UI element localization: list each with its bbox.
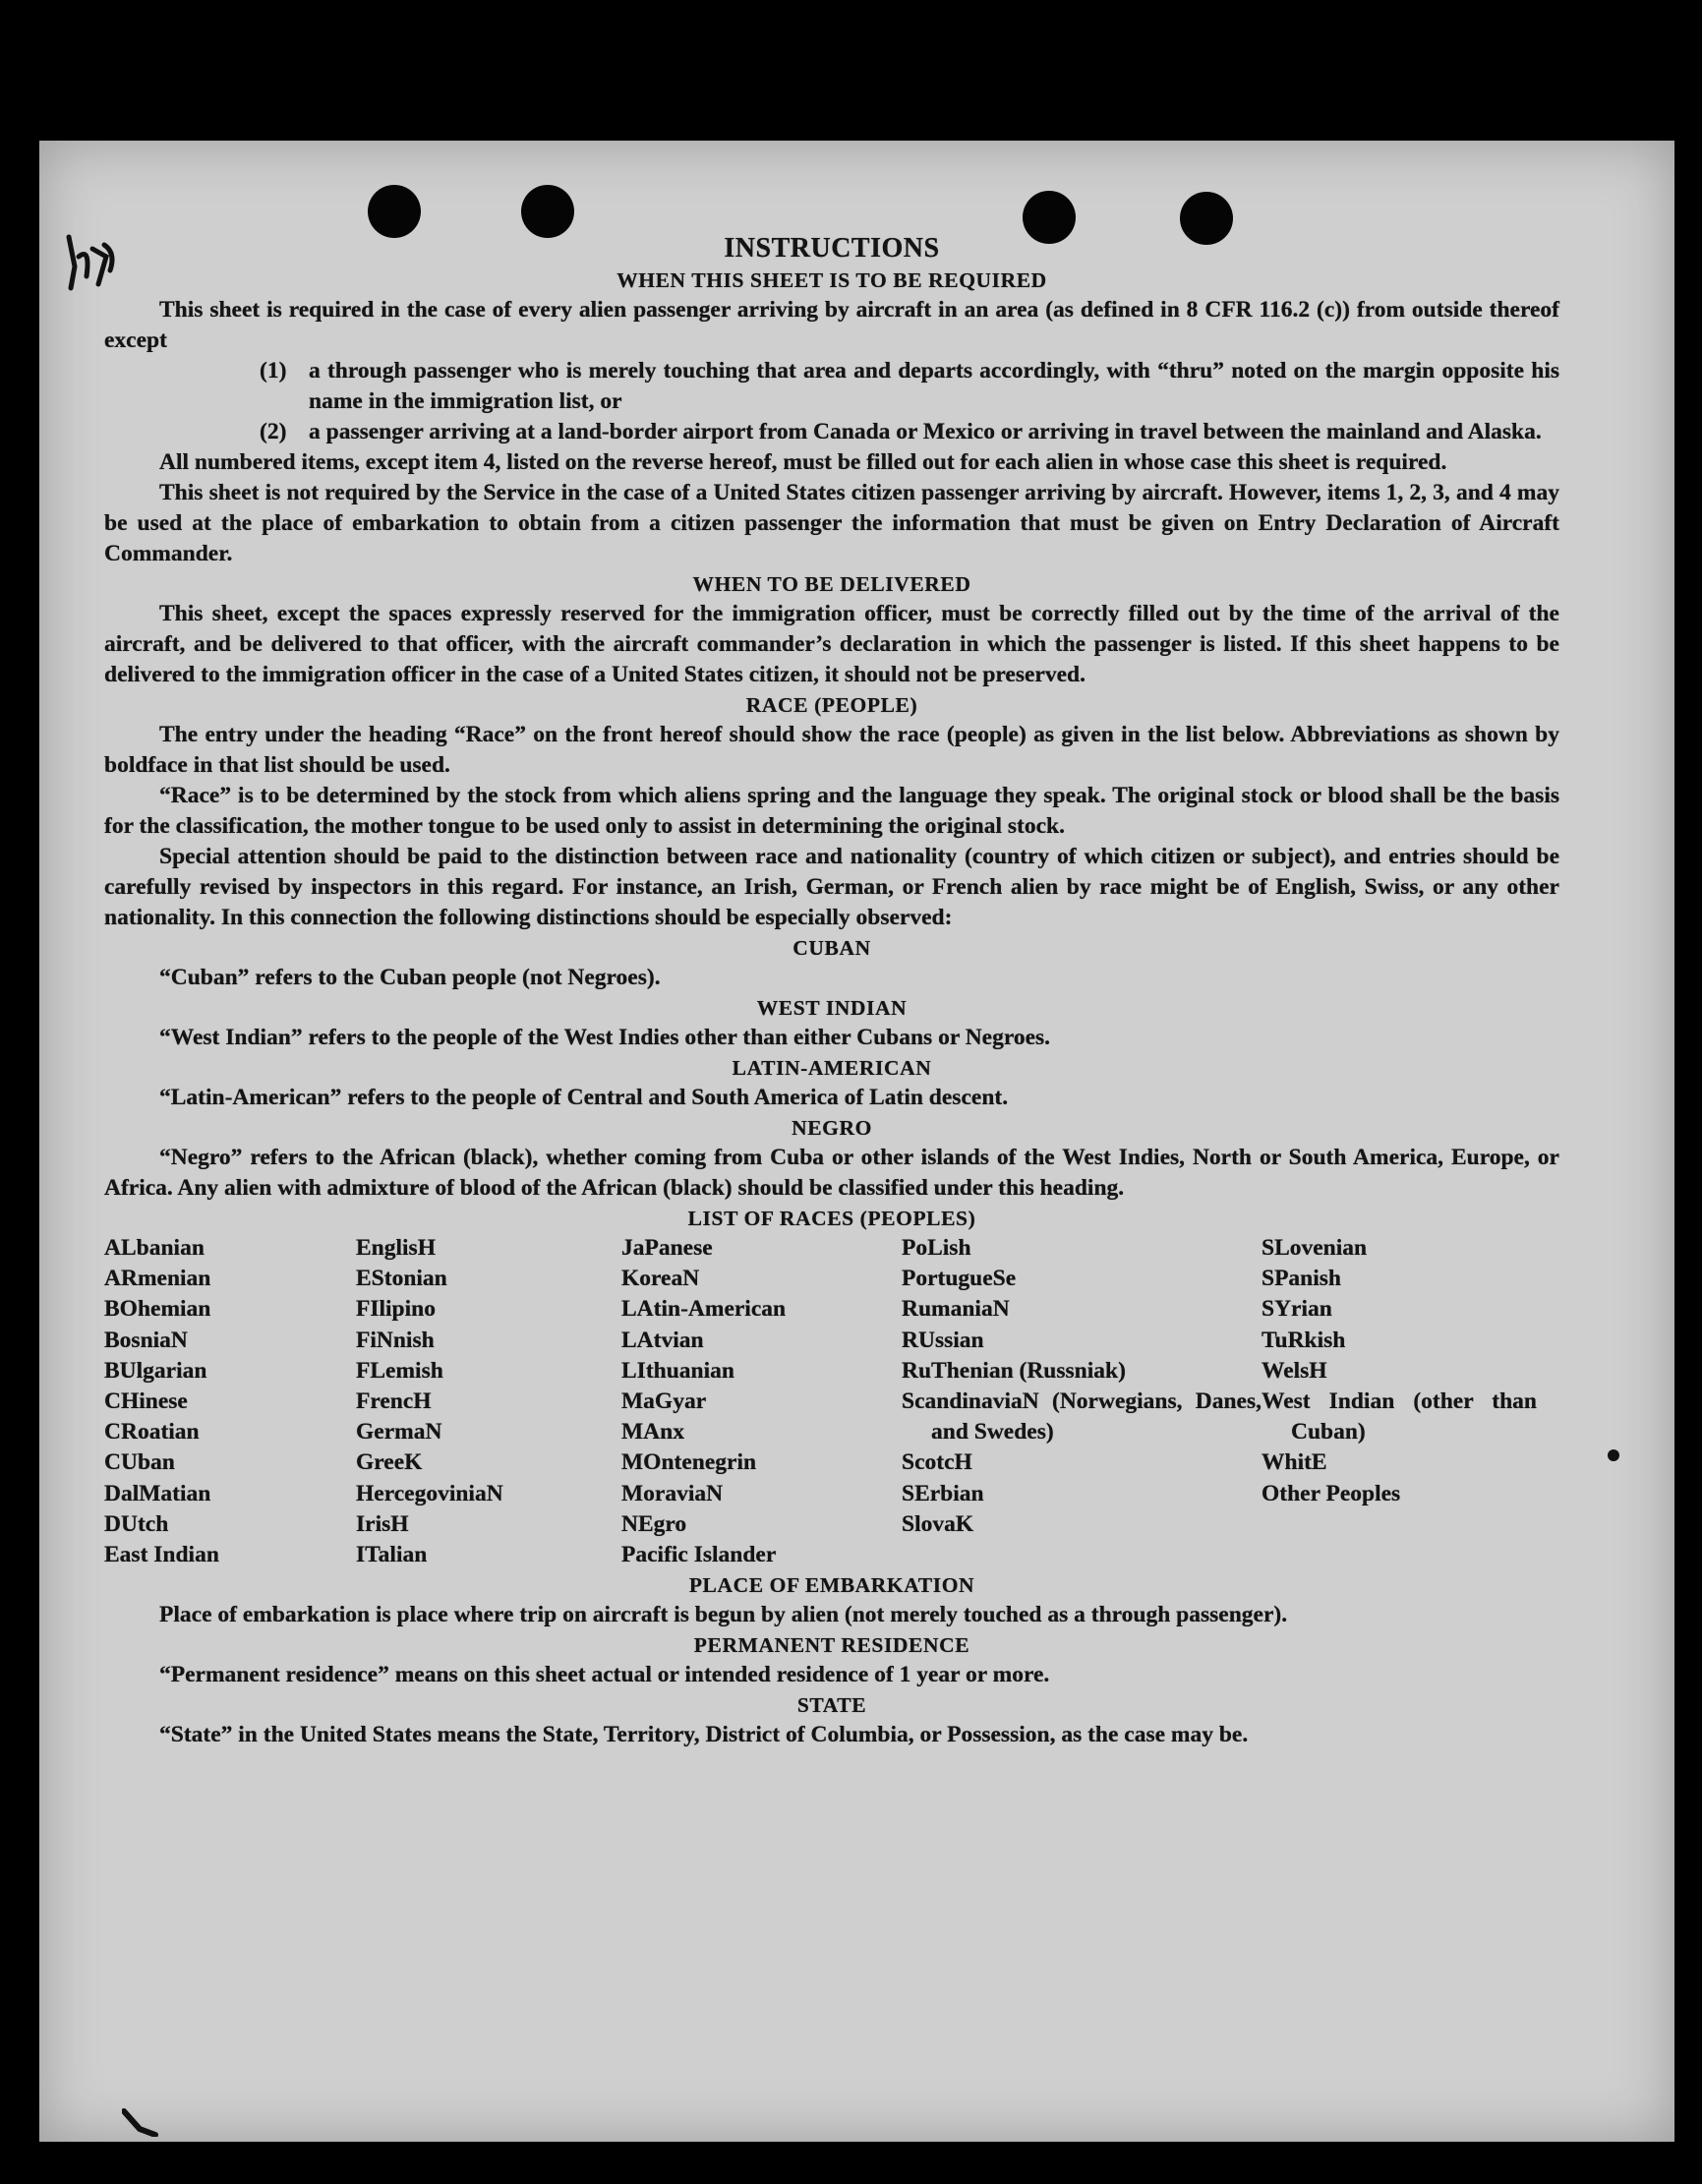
race-entry: DalMatian [104,1480,211,1506]
race-entry: JaPanese [621,1235,713,1261]
race-entry: DUtch [104,1510,169,1537]
race-entry: ARmenian [104,1266,211,1292]
race-entry: West Indian (other than Cuban) [1262,1388,1537,1446]
race-entry: Other Peoples [1262,1480,1401,1506]
race-entry: MOntenegrin [621,1449,757,1476]
race-entry: WelsH [1262,1357,1327,1384]
races-column [621,1233,902,1570]
race-entry: FIlipino [356,1296,436,1323]
race-entry: FLemish [356,1357,443,1384]
race-entry: FiNnish [356,1327,435,1353]
race-entry: RUssian [902,1327,984,1353]
paragraph: Special attention should be paid to the distinction between race and nationality (country of which citizen or subject), and entries should be carefully revised by inspectors in this regard. For instance, an Irish, German, or French alien by race might be of English, Swiss, or any other nationality. In this connection the following distinctions should be especially observed: [104,844,1559,930]
race-entry: EStonian [356,1266,447,1292]
race-entry: GermaN [356,1419,442,1446]
paragraph: Place of embarkation is place where trip on aircraft is begun by alien (not merely touched as a through passenger). [159,1602,1288,1628]
race-entry: PortugueSe [902,1266,1017,1292]
paragraph: All numbered items, except item 4, listed on the reverse hereof, must be filled out for each alien in whose case this sheet is required. [159,449,1447,475]
instructions-content [104,228,1559,1750]
race-entry: NEgro [621,1510,687,1537]
race-entry: KoreaN [621,1266,700,1292]
paragraph: “West Indian” refers to the people of the West Indies other than either Cubans or Negroes. [159,1025,1051,1050]
section-heading: LATIN-AMERICAN [732,1056,932,1080]
list-item [260,356,1559,417]
ink-mark [122,2107,161,2137]
list-item [260,417,1559,447]
races-column [356,1233,621,1570]
section-heading: NEGRO [792,1116,872,1140]
race-entry: BosniaN [104,1327,188,1353]
race-entry: IrisH [356,1510,409,1537]
race-entry: RumaniaN [902,1296,1010,1323]
race-entry: SlovaK [902,1510,974,1537]
section-heading: PLACE OF EMBARKATION [688,1573,975,1598]
race-entry: LIthuanian [621,1357,734,1384]
paragraph: “State” in the United States means the State, Territory, District of Columbia, or Possession, as the case may be. [159,1722,1249,1748]
races-list [104,1233,1559,1570]
paragraph: “Race” is to be determined by the stock from which aliens spring and the language they speak. The original stock or blood shall be the basis for the classification, the mother tongue to be used only to assist in determining the original stock. [104,783,1559,839]
section-heading: STATE [796,1693,867,1718]
section-heading: LIST OF RACES (PEOPLES) [687,1207,976,1230]
race-entry: PoLish [902,1235,971,1261]
race-entry: SYrian [1262,1296,1332,1323]
race-entry: RuThenian (Russniak) [902,1357,1126,1384]
race-entry: SErbian [902,1480,984,1506]
section-heading: WHEN TO BE DELIVERED [692,572,971,596]
race-entry: GreeK [356,1449,423,1476]
paragraph: The entry under the heading “Race” on the front hereof should show the race (people) as given in the list below. Abbreviations as shown by boldface in that list should be used. [104,722,1559,778]
race-entry: EnglisH [356,1235,436,1261]
paragraph: This sheet is required in the case of every alien passenger arriving by aircraft in an area (as defined in 8 CFR 116.2 (c)) from outside thereof except [104,297,1559,353]
races-column [104,1233,356,1570]
paragraph: “Negro” refers to the African (black), whether coming from Cuba or other islands of the West Indies, North or South America, Europe, or Africa. Any alien with admixture of blood of the African (black) should be classified under this heading. [104,1145,1559,1201]
race-entry: East Indian [104,1542,219,1568]
section-heading: WHEN THIS SHEET IS TO BE REQUIRED [616,268,1047,292]
race-entry: ScotcH [902,1449,972,1476]
paragraph: “Cuban” refers to the Cuban people (not Negroes). [159,965,661,990]
race-entry: LAtvian [621,1327,704,1353]
race-entry: TuRkish [1262,1327,1346,1353]
race-entry: SPanish [1262,1266,1341,1292]
race-entry: BUlgarian [104,1357,207,1384]
item-text: a passenger arriving at a land-border airport from Canada or Mexico or arriving in travel between the mainland and Alaska. [309,419,1542,444]
race-entry: CRoatian [104,1419,200,1446]
race-entry: ScandinaviaN (Norwegians, Danes, and Swedes) [902,1388,1262,1446]
race-entry: LAtin-American [621,1296,787,1323]
race-entry: SLovenian [1262,1235,1368,1261]
race-entry: MaGyar [621,1388,707,1415]
paragraph: This sheet, except the spaces expressly reserved for the immigration officer, must be correctly filled out by the time of the arrival of the aircraft, and be delivered to that officer, with the aircraft commander’s declaration in which the passenger is listed. If this sheet happens to be delivered to the immigration officer in the case of a United States citizen, it should not be preserved. [104,601,1559,687]
paragraph: “Latin-American” refers to the people of Central and South America of Latin descent. [159,1085,1009,1110]
section-heading: WEST INDIAN [756,996,908,1020]
item-number: (2) [260,419,287,444]
race-entry: ITalian [356,1542,428,1568]
item-number: (1) [260,358,287,384]
race-entry: MoraviaN [621,1480,724,1506]
paragraph: This sheet is not required by the Service in the case of a United States citizen passenger arriving by aircraft. However, items 1, 2, 3, and 4 may be used at the place of embarkation to obtain from a citizen passenger the information that must be given on Entry Declaration of Aircraft Commander. [104,480,1559,566]
race-entry: ALbanian [104,1235,205,1261]
races-column [1262,1233,1537,1570]
race-entry: MAnx [621,1419,684,1446]
race-entry: BOhemian [104,1296,211,1323]
race-entry: CHinese [104,1388,188,1415]
paragraph: “Permanent residence” means on this sheet actual or intended residence of 1 year or more. [159,1662,1050,1688]
section-heading: RACE (PEOPLE) [745,693,918,717]
race-entry: HercegoviniaN [356,1480,503,1506]
race-entry: WhitE [1262,1449,1327,1476]
section-heading: PERMANENT RESIDENCE [693,1633,970,1658]
ink-mark [1607,1448,1620,1462]
races-column [902,1233,1262,1570]
race-entry: CUban [104,1449,175,1476]
race-entry: Pacific Islander [621,1542,777,1568]
race-entry: FrencH [356,1388,432,1415]
section-heading: CUBAN [792,936,871,960]
item-text: a through passenger who is merely touching that area and departs accordingly, with “thru” noted on the margin opposite his name in the immigration list, or [309,358,1559,414]
document-title: INSTRUCTIONS [724,233,940,264]
